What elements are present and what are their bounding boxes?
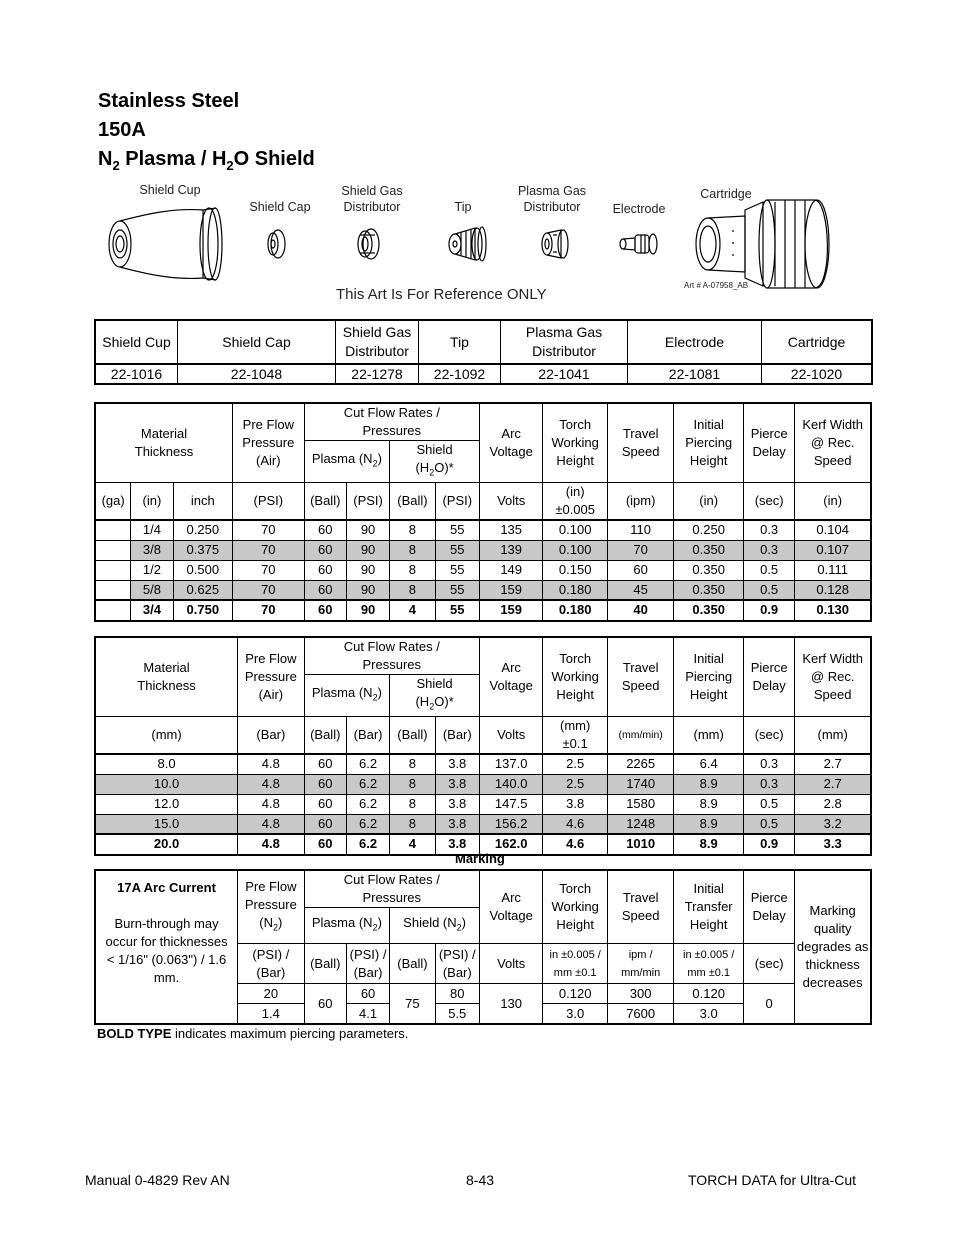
imperial-header-row-1	[96, 404, 871, 441]
page-title: Stainless Steel	[98, 90, 240, 112]
table-cell: 60	[304, 520, 346, 540]
torch-height-header: Torch Working Height	[543, 871, 607, 944]
table-cell: 3.2	[795, 814, 871, 834]
table-cell	[96, 540, 131, 560]
part-number: 22-1016	[96, 364, 178, 384]
table-cell: 70	[233, 560, 305, 580]
unit-cell: (PSI)	[435, 482, 479, 520]
table-cell: 0.750	[173, 600, 232, 620]
art-number: Art # A-07958_AB	[684, 281, 749, 290]
table-cell: 1248	[607, 814, 674, 834]
table-cell: 4	[390, 834, 435, 854]
table-cell: 4.6	[543, 814, 607, 834]
table-cell: 159	[479, 580, 542, 600]
parts-table	[95, 320, 872, 384]
marking-section-label: Marking	[455, 851, 505, 866]
table-cell: 8.9	[674, 794, 744, 814]
table-row	[96, 774, 871, 794]
shield-gas-distributor-icon	[358, 229, 379, 259]
initial-piercing-header: Initial Piercing Height	[674, 638, 744, 717]
travel-speed-header: Travel Speed	[607, 404, 674, 483]
gas-title	[98, 149, 315, 176]
table-cell: 8	[390, 754, 435, 774]
table-cell: 4.6	[543, 834, 607, 854]
table-cell: 110	[607, 520, 674, 540]
table-cell: 0.5	[743, 794, 794, 814]
table-cell: 0.9	[743, 834, 794, 854]
table-cell: 6.2	[346, 774, 389, 794]
table-cell: 8	[390, 794, 435, 814]
table-cell: 135	[479, 520, 542, 540]
table-cell: 5/8	[131, 580, 173, 600]
material-thickness-header: Material Thickness	[96, 638, 238, 717]
unit-cell: (in)	[131, 482, 173, 520]
table-cell: 15.0	[96, 814, 238, 834]
unit-cell: (PSI) / (Bar)	[346, 944, 389, 984]
kerf-width-header: Kerf Width @ Rec. Speed	[795, 404, 871, 483]
unit-cell: (Ball)	[390, 944, 435, 984]
unit-cell: inch	[173, 482, 232, 520]
unit-cell: Volts	[479, 482, 542, 520]
table-cell: 2.8	[795, 794, 871, 814]
table-cell: 0.9	[743, 600, 794, 620]
unit-cell: (PSI) / (Bar)	[238, 944, 305, 984]
unit-cell: Volts	[479, 716, 542, 754]
table-cell: 4.8	[238, 834, 305, 854]
table-cell: 8.9	[674, 834, 744, 854]
table-cell: 0.100	[543, 520, 607, 540]
table-cell: 4.8	[238, 814, 305, 834]
initial-piercing-header: Initial Piercing Height	[674, 404, 744, 483]
table-cell: 3.8	[435, 794, 479, 814]
table-cell: 3.8	[435, 834, 479, 854]
marking-value: 4.1	[346, 1004, 389, 1024]
table-cell: 0.250	[173, 520, 232, 540]
table-cell: 137.0	[479, 754, 542, 774]
cut-flow-header: Cut Flow Rates / Pressures	[304, 871, 479, 908]
metric-rows	[96, 754, 871, 854]
table-cell: 8	[390, 814, 435, 834]
table-cell: 140.0	[479, 774, 542, 794]
parts-header-row	[96, 321, 872, 364]
pierce-delay-header: Pierce Delay	[743, 871, 794, 944]
table-cell: 1580	[607, 794, 674, 814]
table-cell: 6.2	[346, 794, 389, 814]
table-cell: 20.0	[96, 834, 238, 854]
unit-cell: (sec)	[743, 944, 794, 984]
table-cell: 3.8	[435, 774, 479, 794]
table-cell: 6.2	[346, 834, 389, 854]
table-cell: 2.7	[795, 754, 871, 774]
marking-value: 0.120	[543, 984, 607, 1004]
unit-cell: in ±0.005 / mm ±0.1	[543, 944, 607, 984]
table-cell: 90	[346, 540, 389, 560]
marking-value: 130	[479, 984, 542, 1024]
table-cell: 4.8	[238, 794, 305, 814]
unit-cell: (mm)	[96, 716, 238, 754]
table-cell: 0.128	[795, 580, 871, 600]
table-cell: 8	[390, 580, 435, 600]
table-cell: 0.375	[173, 540, 232, 560]
marking-value: 5.5	[435, 1004, 479, 1024]
table-cell: 3.3	[795, 834, 871, 854]
table-cell: 0.3	[743, 774, 794, 794]
table-row	[96, 754, 871, 774]
reference-note: This Art Is For Reference ONLY	[336, 286, 547, 303]
table-cell: 0.500	[173, 560, 232, 580]
art-label-plasma-gas-distributor: Plasma Gas Distributor	[517, 184, 587, 214]
table-cell: 60	[607, 560, 674, 580]
marking-value: 3.0	[674, 1004, 744, 1024]
table-cell: 2265	[607, 754, 674, 774]
table-cell: 0.3	[743, 520, 794, 540]
unit-cell: (mm)	[795, 716, 871, 754]
unit-cell: (mm/min)	[607, 716, 674, 754]
table-cell: 2.7	[795, 774, 871, 794]
part-number: 22-1092	[419, 364, 501, 384]
table-cell: 55	[435, 540, 479, 560]
metric-header-row-1	[96, 638, 871, 675]
part-number: 22-1278	[336, 364, 419, 384]
table-cell: 70	[233, 580, 305, 600]
marking-value: 3.0	[543, 1004, 607, 1024]
art-label-tip: Tip	[454, 200, 472, 214]
table-cell: 0.150	[543, 560, 607, 580]
table-cell: 90	[346, 600, 389, 620]
unit-cell: Volts	[479, 944, 542, 984]
table-cell: 3.8	[435, 814, 479, 834]
part-number: 22-1020	[762, 364, 872, 384]
part-number: 22-1048	[178, 364, 336, 384]
unit-cell: (mm)	[674, 716, 744, 754]
burn-through-note: Burn-through may occur for thicknesses < 1/16" (0.063") / 1.6 mm.	[105, 916, 228, 985]
marking-value: 60	[304, 984, 346, 1024]
marking-value: 75	[390, 984, 435, 1024]
marking-value: 60	[346, 984, 389, 1004]
plasma-n2-header: Plasma $(N_2)$	[304, 908, 390, 944]
table-cell: 60	[304, 560, 346, 580]
table-cell: 60	[304, 754, 346, 774]
table-cell: 0.107	[795, 540, 871, 560]
electrode-icon	[620, 234, 657, 254]
table-cell: 4.8	[238, 774, 305, 794]
parts-header: Electrode	[628, 321, 762, 364]
plasma-n2-header: Plasma $(N_2)$	[304, 675, 390, 717]
art-label-shield-cap: Shield Cap	[249, 200, 311, 214]
table-cell: 70	[233, 540, 305, 560]
tip-icon	[449, 227, 486, 261]
pierce-delay-header: Pierce Delay	[743, 404, 794, 483]
table-cell: 0.3	[743, 754, 794, 774]
table-cell: 1010	[607, 834, 674, 854]
table-cell: 8	[390, 520, 435, 540]
table-cell: 0.350	[674, 560, 744, 580]
shield-h2o-header: Shield $(H_2O)*$	[390, 675, 480, 717]
shield-n2-header: Shield $(N_2)$	[390, 908, 480, 944]
bold-type-note	[97, 1026, 408, 1041]
unit-cell: (in)	[795, 482, 871, 520]
marking-value: 0	[743, 984, 794, 1024]
table-row	[96, 794, 871, 814]
table-cell: 55	[435, 580, 479, 600]
table-cell: 60	[304, 814, 346, 834]
table-cell: 45	[607, 580, 674, 600]
unit-cell: (Ball)	[304, 716, 346, 754]
unit-cell: (Bar)	[346, 716, 389, 754]
imperial-rows	[96, 520, 871, 620]
table-cell: 70	[607, 540, 674, 560]
unit-cell: (mm) ±0.1	[543, 716, 607, 754]
travel-speed-header: Travel Speed	[607, 871, 674, 944]
footer-manual: Manual 0-4829 Rev AN	[85, 1172, 230, 1188]
table-cell: 162.0	[479, 834, 542, 854]
table-cell: 0.350	[674, 600, 744, 620]
art-label-cartridge: Cartridge	[700, 187, 752, 201]
art-label-shield-gas-distributor: Shield Gas Distributor	[341, 184, 403, 214]
table-row	[96, 814, 871, 834]
table-row	[96, 540, 871, 560]
table-cell: 2.5	[543, 754, 607, 774]
table-cell: 3/4	[131, 600, 173, 620]
parts-header: Cartridge	[762, 321, 872, 364]
gas-title-plasma: Plasma / H	[119, 148, 227, 170]
table-cell: 149	[479, 560, 542, 580]
kerf-width-header: Kerf Width @ Rec. Speed	[795, 638, 871, 717]
initial-transfer-header: Initial Transfer Height	[674, 871, 744, 944]
marking-arc-current-cell	[96, 871, 238, 1024]
table-cell: 3.8	[543, 794, 607, 814]
table-cell: 8	[390, 774, 435, 794]
table-cell: 156.2	[479, 814, 542, 834]
unit-cell: (Ball)	[390, 482, 435, 520]
marking-value: 300	[607, 984, 674, 1004]
table-row	[96, 580, 871, 600]
unit-cell: in ±0.005 / mm ±0.1	[674, 944, 744, 984]
table-cell: 0.250	[674, 520, 744, 540]
table-cell: 8	[390, 540, 435, 560]
table-cell: 60	[304, 794, 346, 814]
unit-cell: (Ball)	[304, 482, 346, 520]
table-cell: 0.350	[674, 540, 744, 560]
table-cell: 8.9	[674, 814, 744, 834]
amperage-title: 150A	[98, 119, 146, 141]
table-cell: 1/4	[131, 520, 173, 540]
table-cell: 139	[479, 540, 542, 560]
table-cell: 6.2	[346, 754, 389, 774]
table-cell: 0.350	[674, 580, 744, 600]
bold-type-label: BOLD TYPE	[97, 1026, 172, 1041]
marking-value: 20	[238, 984, 305, 1004]
art-label-shield-cup: Shield Cup	[139, 183, 201, 197]
arc-voltage-header: Arc Voltage	[479, 404, 542, 483]
unit-cell: (Ball)	[390, 716, 435, 754]
table-cell: 6.2	[346, 814, 389, 834]
plasma-n2-header: Plasma $(N_2)$	[304, 441, 390, 483]
arc-current-label: 17A Arc Current	[117, 880, 216, 895]
table-cell: 0.180	[543, 580, 607, 600]
table-cell: 0.111	[795, 560, 871, 580]
imperial-units-row	[96, 482, 871, 520]
table-cell: 4.8	[238, 754, 305, 774]
arc-voltage-header: Arc Voltage	[479, 871, 542, 944]
arc-voltage-header: Arc Voltage	[479, 638, 542, 717]
table-cell: 0.5	[743, 814, 794, 834]
table-row	[96, 600, 871, 620]
table-cell: 0.5	[743, 560, 794, 580]
marking-value: 0.120	[674, 984, 744, 1004]
shield-cap-icon	[268, 230, 285, 258]
cut-flow-header: Cut Flow Rates / Pressures	[304, 638, 479, 675]
marking-quality-note: Marking quality degrades as thickness decreases	[795, 871, 871, 1024]
torch-height-header: Torch Working Height	[543, 638, 607, 717]
gas-title-sub1: 2	[112, 158, 120, 173]
table-cell: 0.180	[543, 600, 607, 620]
unit-cell: (PSI)	[346, 482, 389, 520]
cut-flow-header: Cut Flow Rates / Pressures	[304, 404, 479, 441]
table-cell: 60	[304, 600, 346, 620]
table-cell: 90	[346, 560, 389, 580]
table-cell: 8.0	[96, 754, 238, 774]
footer-page-number: 8-43	[466, 1172, 495, 1188]
table-cell: 40	[607, 600, 674, 620]
table-cell: 0.104	[795, 520, 871, 540]
unit-cell: (ipm)	[607, 482, 674, 520]
marking-table	[95, 870, 871, 1024]
unit-cell: (Bar)	[238, 716, 305, 754]
table-cell: 3/8	[131, 540, 173, 560]
marking-header-row-1	[96, 871, 871, 908]
pre-flow-header: Pre Flow Pressure (Air)	[233, 404, 305, 483]
marking-value: 80	[435, 984, 479, 1004]
table-cell: 3.8	[435, 754, 479, 774]
metric-units-row	[96, 716, 871, 754]
table-cell: 60	[304, 540, 346, 560]
table-row	[96, 520, 871, 540]
table-cell: 1740	[607, 774, 674, 794]
parts-header: Shield Gas Distributor	[336, 321, 419, 364]
marking-value: 7600	[607, 1004, 674, 1024]
pre-flow-header: Pre Flow Pressure (Air)	[238, 638, 305, 717]
table-cell: 60	[304, 580, 346, 600]
table-cell: 0.130	[795, 600, 871, 620]
part-number: 22-1081	[628, 364, 762, 384]
imperial-cut-table	[95, 403, 871, 621]
torch-height-header: Torch Working Height	[543, 404, 607, 483]
table-cell: 55	[435, 560, 479, 580]
unit-cell: ipm / mm/min	[607, 944, 674, 984]
table-cell: 60	[304, 834, 346, 854]
table-cell: 2.5	[543, 774, 607, 794]
plasma-gas-distributor-icon	[542, 230, 568, 258]
parts-header: Plasma Gas Distributor	[501, 321, 628, 364]
gas-title-n: N	[98, 148, 113, 170]
gas-title-shield: O Shield	[233, 148, 315, 170]
table-cell: 60	[304, 774, 346, 794]
table-cell	[96, 600, 131, 620]
table-cell: 0.3	[743, 540, 794, 560]
parts-value-row	[96, 364, 872, 384]
table-row	[96, 560, 871, 580]
table-cell: 147.5	[479, 794, 542, 814]
parts-header: Tip	[419, 321, 501, 364]
table-cell	[96, 520, 131, 540]
unit-cell: (sec)	[743, 482, 794, 520]
table-cell: 159	[479, 600, 542, 620]
table-cell: 55	[435, 600, 479, 620]
table-cell: 8.9	[674, 774, 744, 794]
table-cell: 6.4	[674, 754, 744, 774]
pre-flow-header: Pre Flow Pressure $(N_2)$	[238, 871, 305, 944]
unit-cell: (PSI) / (Bar)	[435, 944, 479, 984]
metric-cut-table	[95, 637, 871, 855]
table-cell: 55	[435, 520, 479, 540]
cartridge-icon	[696, 200, 829, 288]
table-cell: 0.100	[543, 540, 607, 560]
travel-speed-header: Travel Speed	[607, 638, 674, 717]
table-cell: 70	[233, 520, 305, 540]
material-thickness-header: Material Thickness	[96, 404, 233, 483]
part-number: 22-1041	[501, 364, 628, 384]
parts-header: Shield Cap	[178, 321, 336, 364]
marking-value: 1.4	[238, 1004, 305, 1024]
unit-cell: (Bar)	[435, 716, 479, 754]
table-cell: 8	[390, 560, 435, 580]
table-cell: 90	[346, 520, 389, 540]
table-cell	[96, 560, 131, 580]
table-cell: 10.0	[96, 774, 238, 794]
pierce-delay-header: Pierce Delay	[743, 638, 794, 717]
unit-cell: (sec)	[743, 716, 794, 754]
table-cell	[96, 580, 131, 600]
unit-cell: (Ball)	[304, 944, 346, 984]
unit-cell: (ga)	[96, 482, 131, 520]
table-cell: 90	[346, 580, 389, 600]
shield-h2o-header: Shield $(H_2O)*$	[390, 441, 480, 483]
bold-type-text: indicates maximum piercing parameters.	[171, 1026, 409, 1041]
table-cell: 4	[390, 600, 435, 620]
unit-cell: (PSI)	[233, 482, 305, 520]
table-cell: 12.0	[96, 794, 238, 814]
art-label-electrode: Electrode	[612, 202, 666, 216]
gas-title-sub2: 2	[226, 158, 234, 173]
table-cell: 1/2	[131, 560, 173, 580]
shield-cup-icon	[109, 208, 222, 280]
unit-cell: (in) ±0.005	[543, 482, 607, 520]
table-cell: 70	[233, 600, 305, 620]
footer-section: TORCH DATA for Ultra-Cut	[688, 1172, 857, 1188]
unit-cell: (in)	[674, 482, 744, 520]
parts-header: Shield Cup	[96, 321, 178, 364]
table-cell: 0.5	[743, 580, 794, 600]
table-cell: 0.625	[173, 580, 232, 600]
